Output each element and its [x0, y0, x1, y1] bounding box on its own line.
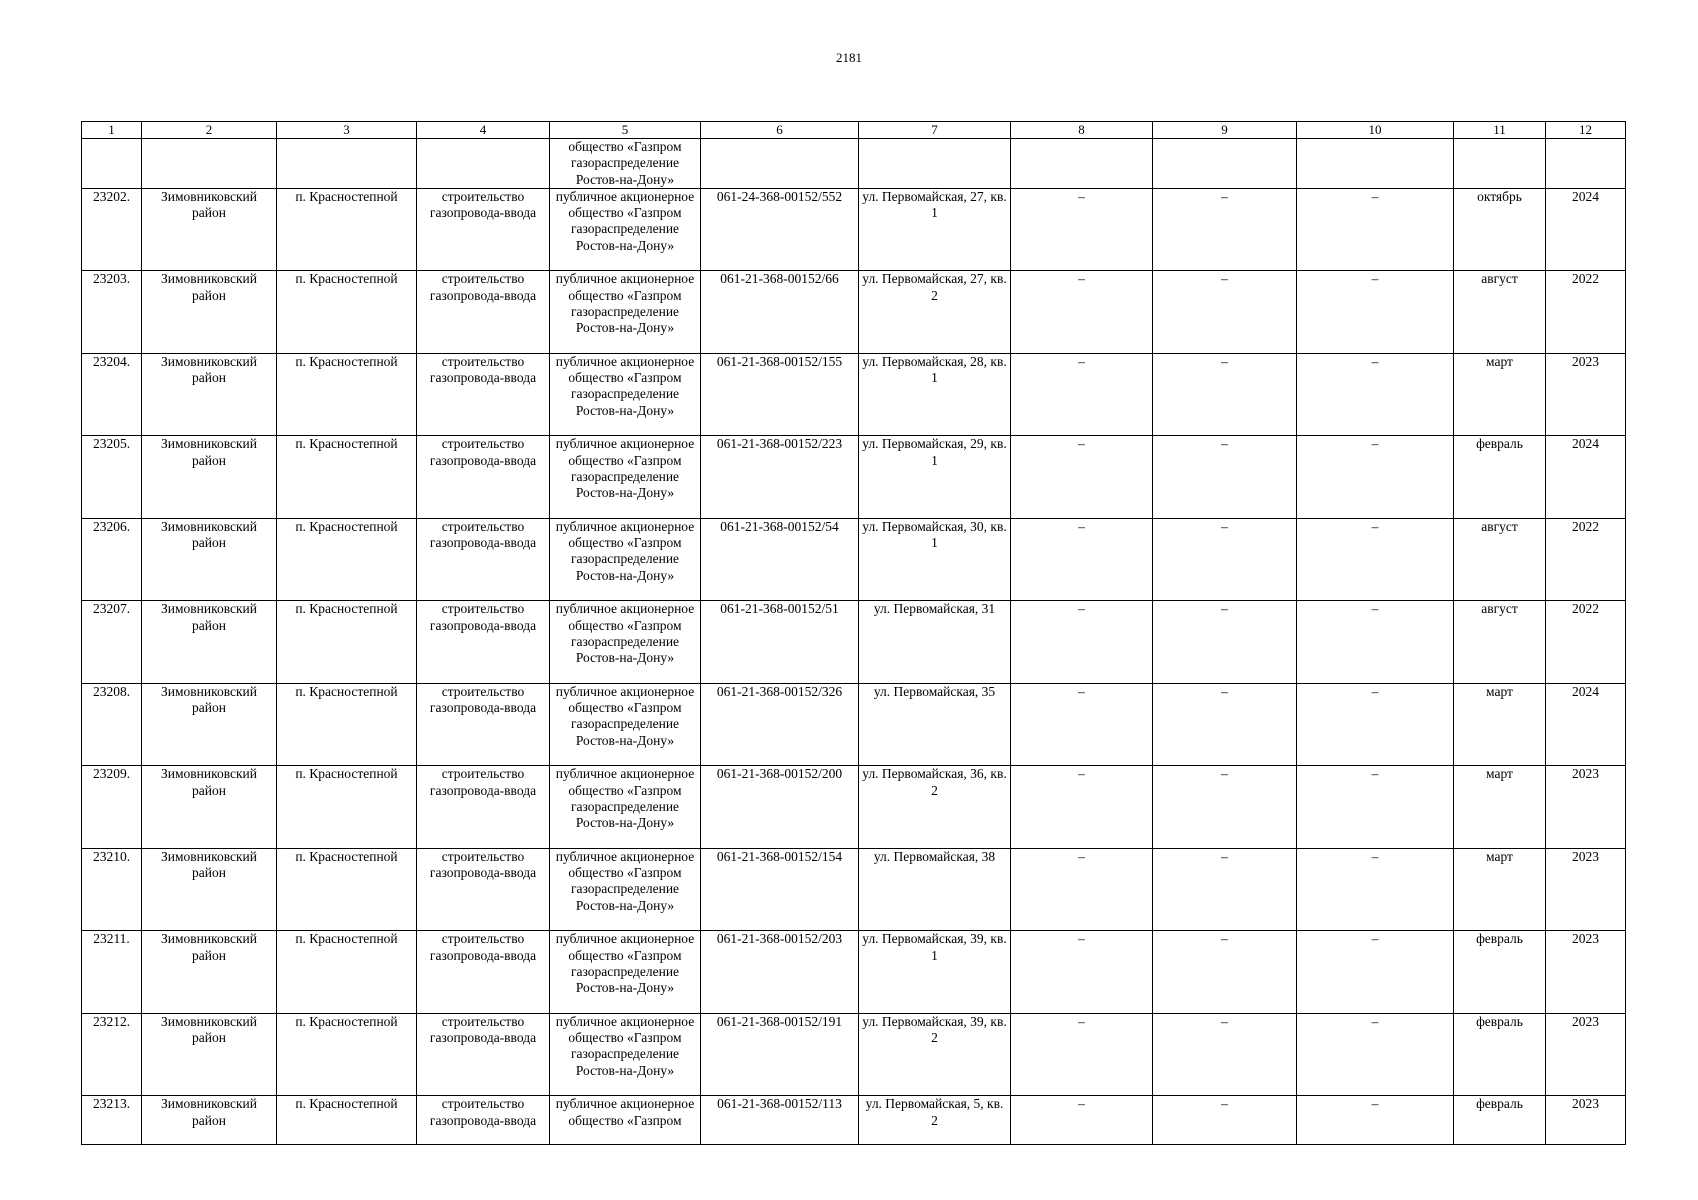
column-header: 2	[142, 122, 277, 139]
continuation-row	[82, 139, 1626, 189]
year-cell: 2022	[1546, 601, 1626, 684]
org-cell: публичное акционерное общество «Газпром газораспределение Ростов-на-Дону»	[550, 518, 701, 601]
address-cell: ул. Первомайская, 35	[859, 683, 1011, 766]
table-row	[82, 848, 1626, 931]
table-cell	[417, 139, 550, 189]
table-cell	[1153, 139, 1297, 189]
work-type-cell: строительство газопровода-ввода	[417, 683, 550, 766]
column-header: 8	[1011, 122, 1153, 139]
settlement-cell: п. Красностепной	[277, 1013, 417, 1096]
org-cell: публичное акционерное общество «Газпром газораспределение Ростов-на-Дону»	[550, 271, 701, 354]
org-cell: публичное акционерное общество «Газпром газораспределение Ростов-на-Дону»	[550, 848, 701, 931]
month-cell: октябрь	[1454, 188, 1546, 271]
settlement-cell: п. Красностепной	[277, 188, 417, 271]
month-cell: март	[1454, 766, 1546, 849]
column-header: 1	[82, 122, 142, 139]
settlement-cell: п. Красностепной	[277, 1096, 417, 1145]
column-9-cell: –	[1153, 188, 1297, 271]
table-row	[82, 1096, 1626, 1145]
year-cell: 2023	[1546, 353, 1626, 436]
row-number-cell: 23205.	[82, 436, 142, 519]
row-number-cell: 23202.	[82, 188, 142, 271]
year-cell: 2023	[1546, 766, 1626, 849]
table-row	[82, 931, 1626, 1014]
code-cell: 061-21-368-00152/203	[701, 931, 859, 1014]
row-number-cell: 23204.	[82, 353, 142, 436]
month-cell: август	[1454, 601, 1546, 684]
column-10-cell: –	[1297, 766, 1454, 849]
column-8-cell: –	[1011, 931, 1153, 1014]
district-cell: Зимовниковский район	[142, 1096, 277, 1145]
code-cell: 061-21-368-00152/191	[701, 1013, 859, 1096]
table-row	[82, 766, 1626, 849]
code-cell: 061-21-368-00152/113	[701, 1096, 859, 1145]
month-cell: февраль	[1454, 1096, 1546, 1145]
column-10-cell: –	[1297, 683, 1454, 766]
code-cell: 061-21-368-00152/66	[701, 271, 859, 354]
column-header: 4	[417, 122, 550, 139]
row-number-cell: 23212.	[82, 1013, 142, 1096]
table-row	[82, 683, 1626, 766]
address-cell: ул. Первомайская, 29, кв. 1	[859, 436, 1011, 519]
column-8-cell: –	[1011, 188, 1153, 271]
column-8-cell: –	[1011, 1013, 1153, 1096]
column-9-cell: –	[1153, 601, 1297, 684]
column-10-cell: –	[1297, 188, 1454, 271]
year-cell: 2023	[1546, 1096, 1626, 1145]
column-9-cell: –	[1153, 848, 1297, 931]
org-cell: публичное акционерное общество «Газпром газораспределение Ростов-на-Дону»	[550, 931, 701, 1014]
table-row	[82, 601, 1626, 684]
district-cell: Зимовниковский район	[142, 188, 277, 271]
column-10-cell: –	[1297, 601, 1454, 684]
work-type-cell: строительство газопровода-ввода	[417, 848, 550, 931]
year-cell: 2024	[1546, 683, 1626, 766]
row-number-cell: 23210.	[82, 848, 142, 931]
settlement-cell: п. Красностепной	[277, 931, 417, 1014]
district-cell: Зимовниковский район	[142, 436, 277, 519]
district-cell: Зимовниковский район	[142, 766, 277, 849]
year-cell: 2023	[1546, 848, 1626, 931]
address-cell: ул. Первомайская, 39, кв. 2	[859, 1013, 1011, 1096]
column-9-cell: –	[1153, 931, 1297, 1014]
table-cell	[142, 139, 277, 189]
settlement-cell: п. Красностепной	[277, 848, 417, 931]
column-header: 3	[277, 122, 417, 139]
column-header: 12	[1546, 122, 1626, 139]
org-cell: публичное акционерное общество «Газпром газораспределение Ростов-на-Дону»	[550, 188, 701, 271]
address-cell: ул. Первомайская, 31	[859, 601, 1011, 684]
page-number: 2181	[836, 50, 862, 65]
code-cell: 061-21-368-00152/154	[701, 848, 859, 931]
org-cell: публичное акционерное общество «Газпром газораспределение Ростов-на-Дону»	[550, 1013, 701, 1096]
code-cell: 061-21-368-00152/326	[701, 683, 859, 766]
address-cell: ул. Первомайская, 5, кв. 2	[859, 1096, 1011, 1145]
table-row	[82, 271, 1626, 354]
column-10-cell: –	[1297, 518, 1454, 601]
year-cell: 2022	[1546, 518, 1626, 601]
column-header: 6	[701, 122, 859, 139]
table-cell	[1297, 139, 1454, 189]
column-10-cell: –	[1297, 848, 1454, 931]
table-cell	[1546, 139, 1626, 189]
org-cell: публичное акционерное общество «Газпром газораспределение Ростов-на-Дону»	[550, 601, 701, 684]
settlement-cell: п. Красностепной	[277, 353, 417, 436]
month-cell: март	[1454, 848, 1546, 931]
column-9-cell: –	[1153, 353, 1297, 436]
year-cell: 2024	[1546, 188, 1626, 271]
work-type-cell: строительство газопровода-ввода	[417, 188, 550, 271]
column-10-cell: –	[1297, 436, 1454, 519]
address-cell: ул. Первомайская, 36, кв. 2	[859, 766, 1011, 849]
address-cell: ул. Первомайская, 38	[859, 848, 1011, 931]
district-cell: Зимовниковский район	[142, 931, 277, 1014]
column-8-cell: –	[1011, 353, 1153, 436]
district-cell: Зимовниковский район	[142, 271, 277, 354]
row-number-cell: 23203.	[82, 271, 142, 354]
district-cell: Зимовниковский район	[142, 518, 277, 601]
address-cell: ул. Первомайская, 30, кв. 1	[859, 518, 1011, 601]
row-number-cell: 23209.	[82, 766, 142, 849]
settlement-cell: п. Красностепной	[277, 436, 417, 519]
settlement-cell: п. Красностепной	[277, 601, 417, 684]
column-9-cell: –	[1153, 683, 1297, 766]
column-10-cell: –	[1297, 353, 1454, 436]
row-number-cell: 23207.	[82, 601, 142, 684]
code-cell: 061-24-368-00152/552	[701, 188, 859, 271]
column-header: 7	[859, 122, 1011, 139]
code-cell: 061-21-368-00152/200	[701, 766, 859, 849]
column-8-cell: –	[1011, 683, 1153, 766]
month-cell: август	[1454, 518, 1546, 601]
row-number-cell: 23213.	[82, 1096, 142, 1145]
settlement-cell: п. Красностепной	[277, 271, 417, 354]
table-row	[82, 1013, 1626, 1096]
table-row	[82, 436, 1626, 519]
table-row	[82, 518, 1626, 601]
work-type-cell: строительство газопровода-ввода	[417, 271, 550, 354]
column-8-cell: –	[1011, 601, 1153, 684]
year-cell: 2024	[1546, 436, 1626, 519]
row-number-cell: 23206.	[82, 518, 142, 601]
column-header: 11	[1454, 122, 1546, 139]
work-type-cell: строительство газопровода-ввода	[417, 1013, 550, 1096]
month-cell: февраль	[1454, 1013, 1546, 1096]
address-cell: ул. Первомайская, 27, кв. 1	[859, 188, 1011, 271]
district-cell: Зимовниковский район	[142, 848, 277, 931]
settlement-cell: п. Красностепной	[277, 518, 417, 601]
work-type-cell: строительство газопровода-ввода	[417, 436, 550, 519]
table-cell	[277, 139, 417, 189]
work-type-cell: строительство газопровода-ввода	[417, 601, 550, 684]
column-8-cell: –	[1011, 436, 1153, 519]
month-cell: февраль	[1454, 436, 1546, 519]
year-cell: 2022	[1546, 271, 1626, 354]
settlement-cell: п. Красностепной	[277, 766, 417, 849]
address-cell: ул. Первомайская, 27, кв. 2	[859, 271, 1011, 354]
year-cell: 2023	[1546, 931, 1626, 1014]
work-type-cell: строительство газопровода-ввода	[417, 353, 550, 436]
district-cell: Зимовниковский район	[142, 353, 277, 436]
org-cell: общество «Газпром газораспределение Ростов-на-Дону»	[550, 139, 701, 189]
month-cell: март	[1454, 683, 1546, 766]
code-cell: 061-21-368-00152/54	[701, 518, 859, 601]
org-cell: публичное акционерное общество «Газпром газораспределение Ростов-на-Дону»	[550, 766, 701, 849]
address-cell: ул. Первомайская, 39, кв. 1	[859, 931, 1011, 1014]
column-8-cell: –	[1011, 1096, 1153, 1145]
row-number-cell: 23208.	[82, 683, 142, 766]
address-cell: ул. Первомайская, 28, кв. 1	[859, 353, 1011, 436]
table-body	[82, 139, 1626, 1145]
year-cell: 2023	[1546, 1013, 1626, 1096]
district-cell: Зимовниковский район	[142, 601, 277, 684]
work-type-cell: строительство газопровода-ввода	[417, 931, 550, 1014]
table-header	[82, 122, 1626, 139]
settlement-cell: п. Красностепной	[277, 683, 417, 766]
code-cell: 061-21-368-00152/155	[701, 353, 859, 436]
column-8-cell: –	[1011, 518, 1153, 601]
code-cell: 061-21-368-00152/223	[701, 436, 859, 519]
row-number-cell: 23211.	[82, 931, 142, 1014]
district-cell: Зимовниковский район	[142, 683, 277, 766]
column-10-cell: –	[1297, 1013, 1454, 1096]
column-9-cell: –	[1153, 436, 1297, 519]
column-9-cell: –	[1153, 271, 1297, 354]
column-number-row	[82, 122, 1626, 139]
table-cell	[1454, 139, 1546, 189]
column-9-cell: –	[1153, 766, 1297, 849]
month-cell: август	[1454, 271, 1546, 354]
column-10-cell: –	[1297, 931, 1454, 1014]
column-9-cell: –	[1153, 518, 1297, 601]
table-cell	[1011, 139, 1153, 189]
column-header: 5	[550, 122, 701, 139]
org-cell: публичное акционерное общество «Газпром газораспределение Ростов-на-Дону»	[550, 436, 701, 519]
district-cell: Зимовниковский район	[142, 1013, 277, 1096]
column-8-cell: –	[1011, 766, 1153, 849]
table-cell	[82, 139, 142, 189]
org-cell: публичное акционерное общество «Газпром газораспределение Ростов-на-Дону»	[550, 353, 701, 436]
column-header: 9	[1153, 122, 1297, 139]
work-type-cell: строительство газопровода-ввода	[417, 518, 550, 601]
month-cell: февраль	[1454, 931, 1546, 1014]
column-8-cell: –	[1011, 848, 1153, 931]
table-cell	[859, 139, 1011, 189]
column-header: 10	[1297, 122, 1454, 139]
table-row	[82, 353, 1626, 436]
work-type-cell: строительство газопровода-ввода	[417, 1096, 550, 1145]
code-cell: 061-21-368-00152/51	[701, 601, 859, 684]
month-cell: март	[1454, 353, 1546, 436]
work-type-cell: строительство газопровода-ввода	[417, 766, 550, 849]
column-10-cell: –	[1297, 271, 1454, 354]
column-9-cell: –	[1153, 1013, 1297, 1096]
registry-table	[81, 121, 1626, 1145]
table-row	[82, 188, 1626, 271]
column-10-cell: –	[1297, 1096, 1454, 1145]
org-cell: публичное акционерное общество «Газпром	[550, 1096, 701, 1145]
org-cell: публичное акционерное общество «Газпром газораспределение Ростов-на-Дону»	[550, 683, 701, 766]
table-cell	[701, 139, 859, 189]
column-9-cell: –	[1153, 1096, 1297, 1145]
column-8-cell: –	[1011, 271, 1153, 354]
